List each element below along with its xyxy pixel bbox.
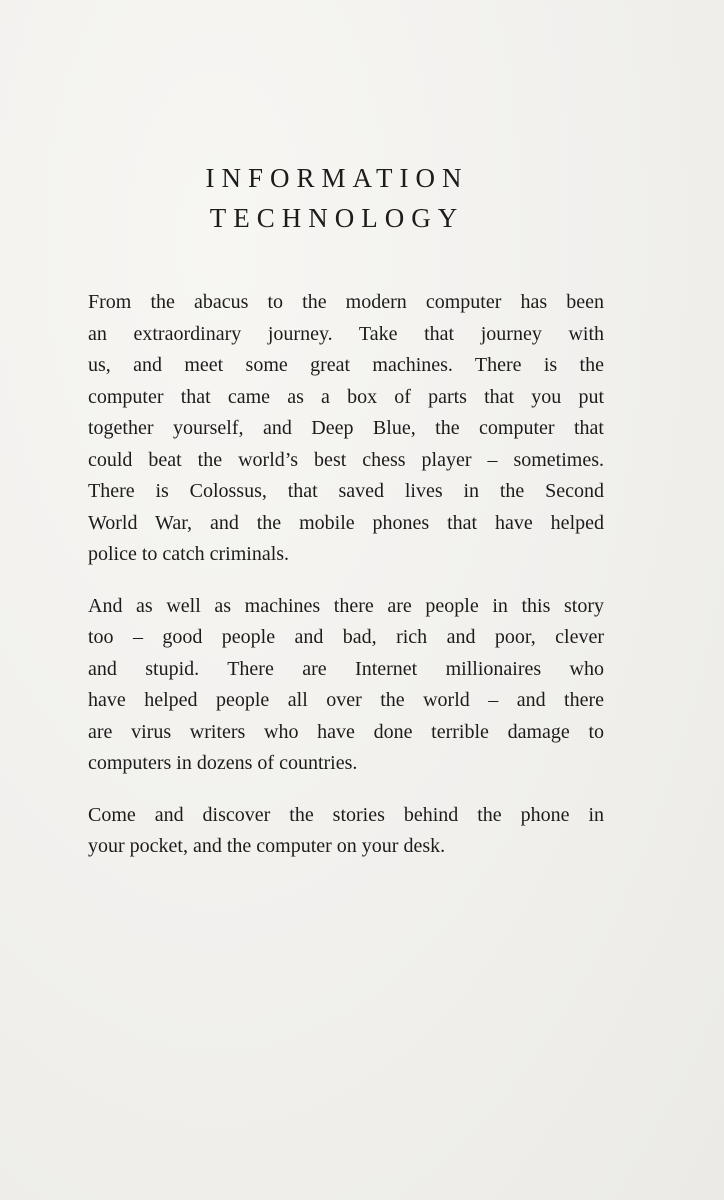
- text-line: police to catch criminals.: [88, 543, 290, 565]
- text-line: There is Colossus, that saved lives in the Second: [88, 480, 604, 502]
- text-line: us, and meet some great machines. There is the: [88, 354, 604, 376]
- title-line-2: TECHNOLOGY: [209, 203, 465, 233]
- text-line: an extraordinary journey. Take that journey with: [88, 322, 604, 345]
- text-line: have helped people all over the world – and there: [88, 689, 604, 711]
- text-line: could beat the world’s best chess player – sometimes.: [88, 448, 604, 471]
- text-line: are virus writers who have done terrible damage to: [88, 720, 604, 743]
- text-line: And as well as machines there are people in this story: [88, 594, 604, 617]
- paragraph-2: [88, 591, 604, 780]
- text-line: and stupid. There are Internet millionaires who: [88, 657, 604, 680]
- text-line: Come and discover the stories behind the phone in: [88, 803, 604, 826]
- text-line: your pocket, and the computer on your desk.: [88, 835, 446, 857]
- text-line: From the abacus to the modern computer has been: [88, 291, 604, 313]
- text-line: computers in dozens of countries.: [88, 752, 358, 774]
- text-line: too – good people and bad, rich and poor, clever: [88, 626, 604, 648]
- paragraph-3: [88, 800, 604, 863]
- page-title: [0, 158, 674, 238]
- paragraph-1: [88, 287, 604, 571]
- text-line: World War, and the mobile phones that have helped: [88, 511, 604, 534]
- body-text: [88, 287, 604, 883]
- text-line: together yourself, and Deep Blue, the computer that: [88, 417, 604, 439]
- title-line-1: INFORMATION: [205, 163, 469, 193]
- text-line: computer that came as a box of parts that you put: [88, 385, 604, 408]
